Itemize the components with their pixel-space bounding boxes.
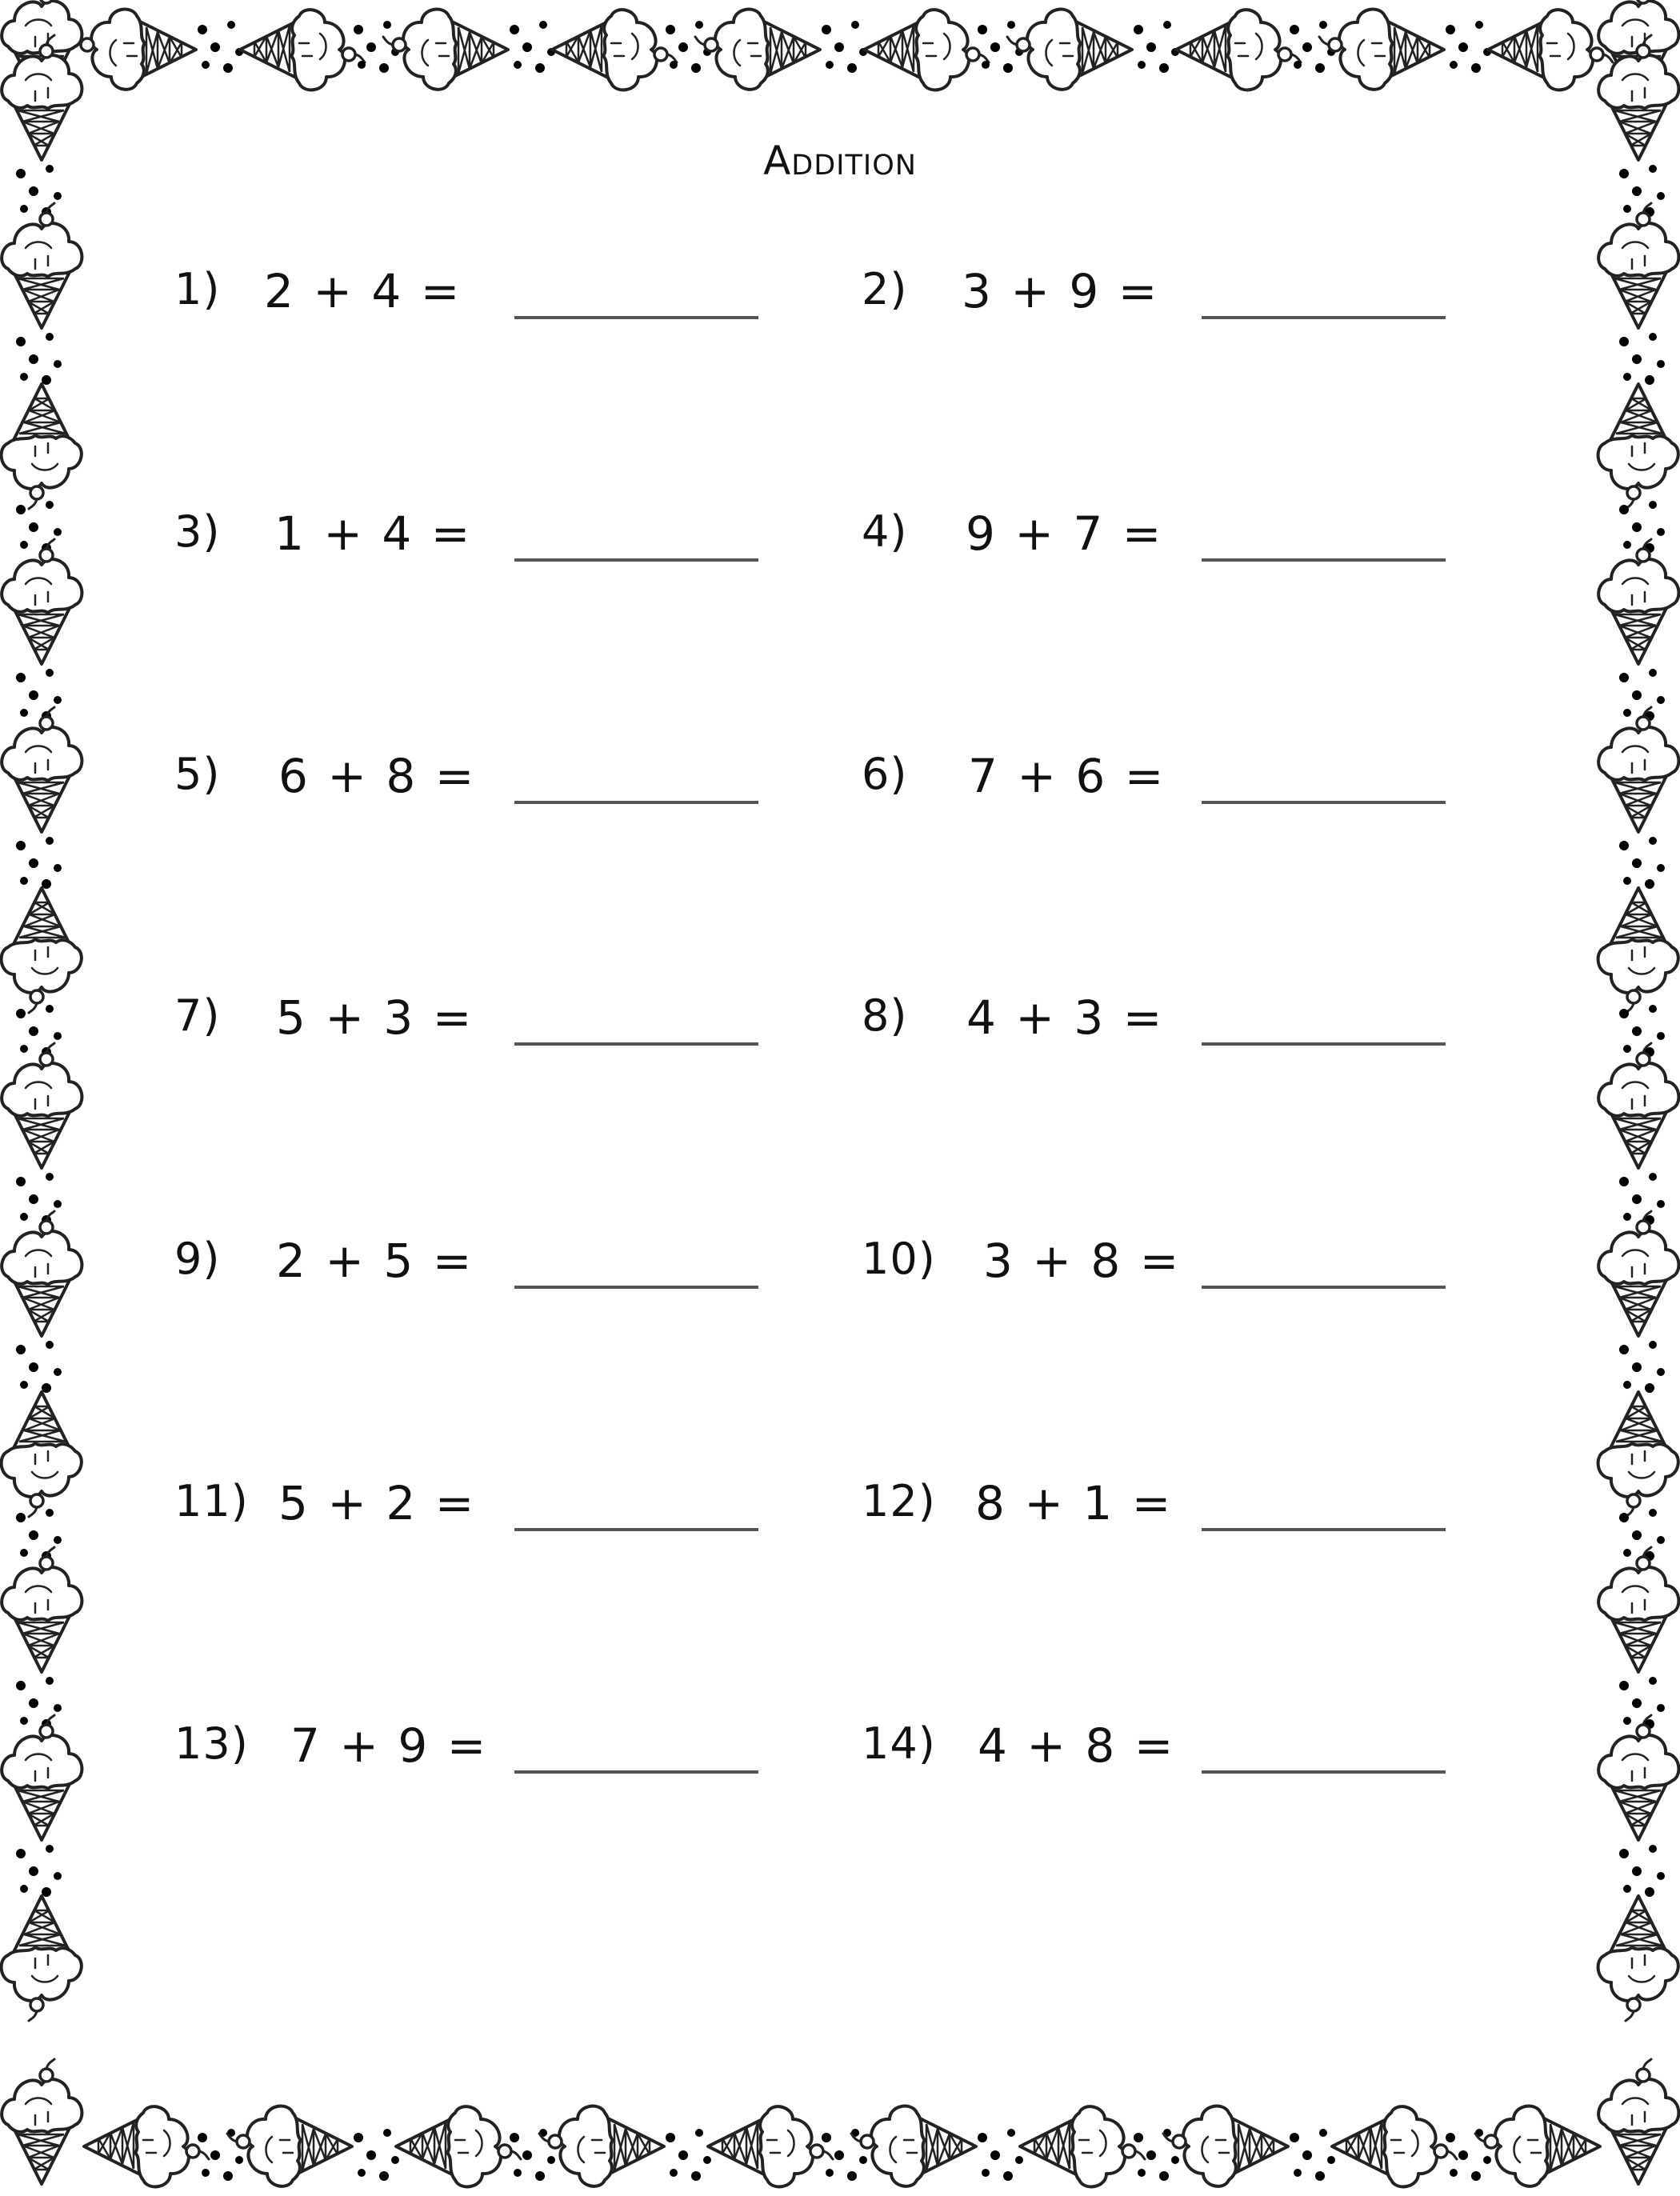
problem-number: 9) <box>174 1234 221 1284</box>
answer-blank[interactable] <box>1202 1042 1446 1046</box>
problem-expression: 8 + 1 = <box>975 1476 1174 1530</box>
answer-blank[interactable] <box>1202 558 1446 562</box>
problem-expression: 3 + 9 = <box>962 264 1160 318</box>
answer-blank[interactable] <box>514 558 758 562</box>
problem-9 <box>174 1234 862 1298</box>
problem-expression: 7 + 6 = <box>968 749 1166 803</box>
problem-expression: 5 + 2 = <box>278 1476 477 1530</box>
answer-blank[interactable] <box>1202 1770 1446 1774</box>
problem-8 <box>862 990 1550 1054</box>
problem-14 <box>862 1718 1550 1782</box>
answer-blank[interactable] <box>514 1042 758 1046</box>
problem-number: 8) <box>862 990 908 1041</box>
problem-number: 11) <box>174 1476 249 1526</box>
problem-expression: 7 + 9 = <box>290 1718 489 1773</box>
problem-number: 14) <box>862 1718 936 1769</box>
problem-number: 3) <box>174 506 221 557</box>
problem-2 <box>862 264 1550 328</box>
problem-3 <box>174 506 862 570</box>
answer-blank[interactable] <box>1202 1286 1446 1289</box>
answer-blank[interactable] <box>514 1770 758 1774</box>
problem-number: 6) <box>862 749 908 799</box>
problem-13 <box>174 1718 862 1782</box>
problem-5 <box>174 749 862 813</box>
problem-expression: 6 + 8 = <box>278 749 477 803</box>
problem-number: 4) <box>862 506 908 557</box>
problem-expression: 1 + 4 = <box>274 506 473 561</box>
answer-blank[interactable] <box>1202 801 1446 804</box>
problem-number: 12) <box>862 1476 936 1526</box>
answer-blank[interactable] <box>514 801 758 804</box>
problem-number: 13) <box>174 1718 249 1769</box>
worksheet-title: Addition <box>763 138 917 184</box>
problem-7 <box>174 990 862 1054</box>
problem-expression: 9 + 7 = <box>966 506 1164 561</box>
answer-blank[interactable] <box>514 1286 758 1289</box>
problem-number: 5) <box>174 749 221 799</box>
answer-blank[interactable] <box>1202 1528 1446 1531</box>
problem-expression: 3 + 8 = <box>983 1234 1182 1288</box>
problem-expression: 2 + 5 = <box>276 1234 474 1288</box>
problem-4 <box>862 506 1550 570</box>
problem-1 <box>174 264 862 328</box>
problem-number: 10) <box>862 1234 936 1284</box>
answer-blank[interactable] <box>1202 316 1446 319</box>
problem-10 <box>862 1234 1550 1298</box>
problem-number: 1) <box>174 264 221 314</box>
problem-6 <box>862 749 1550 813</box>
problem-number: 2) <box>862 264 908 314</box>
problem-expression: 4 + 8 = <box>978 1718 1176 1773</box>
answer-blank[interactable] <box>514 316 758 319</box>
problem-expression: 2 + 4 = <box>264 264 462 318</box>
problem-12 <box>862 1476 1550 1540</box>
problem-11 <box>174 1476 862 1540</box>
answer-blank[interactable] <box>514 1528 758 1531</box>
problem-expression: 4 + 3 = <box>966 990 1165 1045</box>
problem-number: 7) <box>174 990 221 1041</box>
problem-expression: 5 + 3 = <box>276 990 474 1045</box>
